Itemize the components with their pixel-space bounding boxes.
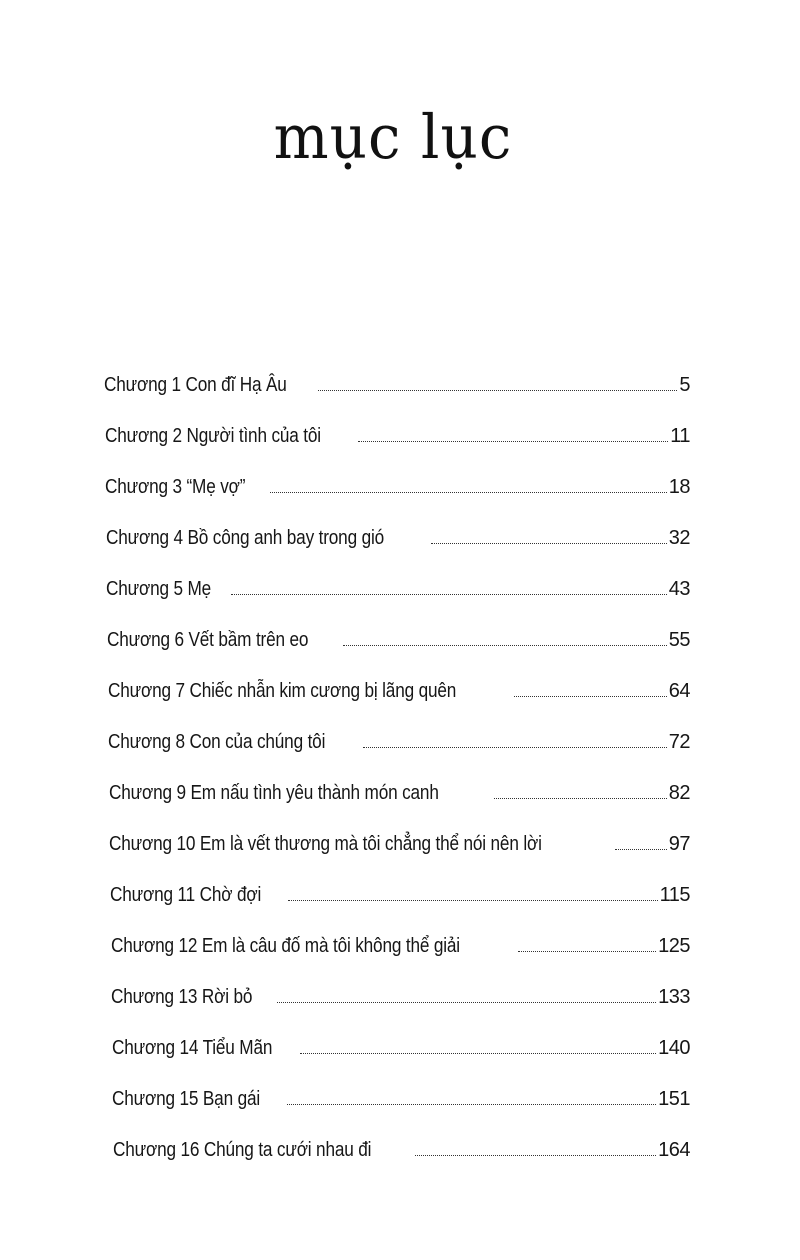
toc-entry-2 — [104, 397, 690, 448]
toc-entry-title: Chương 2 Người tình của tôi — [104, 425, 321, 447]
toc-entry-page: 5 — [679, 374, 690, 396]
toc-entry-title: Chương 10 Em là vết thương mà tôi chẳng thể nói nên lời — [109, 833, 543, 855]
toc-entry-title: Chương 6 Vết bầm trên eo — [107, 629, 309, 651]
toc-leader-dots — [494, 798, 667, 799]
toc-leader-dots — [231, 594, 667, 595]
toc-entry-title: Chương 16 Chúng ta cưới nhau đi — [113, 1139, 372, 1161]
toc-entry-page: 151 — [658, 1088, 690, 1110]
toc-entry-page: 115 — [659, 884, 690, 906]
toc-entry-title: Chương 8 Con của chúng tôi — [108, 731, 326, 753]
toc-entry-11 — [104, 856, 690, 907]
toc-entry-page: 18 — [668, 476, 690, 498]
toc-entry-title: Chương 4 Bồ công anh bay trong gió — [105, 527, 384, 549]
toc-entry-title: Chương 5 Mẹ — [106, 578, 212, 600]
toc-entry-page: 72 — [668, 731, 690, 753]
toc-entry-page: 125 — [658, 935, 690, 957]
toc-leader-dots — [514, 696, 666, 697]
toc-entry-page: 43 — [668, 578, 690, 600]
toc-entry-9 — [104, 754, 690, 805]
toc-leader-dots — [431, 543, 667, 544]
toc-entry-1 — [104, 346, 690, 397]
toc-entry-5 — [104, 550, 690, 601]
toc-entry-title: Chương 15 Bạn gái — [112, 1088, 261, 1110]
toc-entry-page: 97 — [668, 833, 690, 855]
toc-leader-dots — [270, 492, 666, 493]
toc-entry-13 — [104, 958, 690, 1009]
toc-leader-dots — [363, 747, 667, 748]
toc-leader-dots — [343, 645, 667, 646]
toc-entry-6 — [104, 601, 690, 652]
toc-entry-8 — [104, 703, 690, 754]
toc-leader-dots — [318, 390, 677, 391]
toc-entry-page: 82 — [668, 782, 690, 804]
toc-leader-dots — [615, 849, 667, 850]
toc-entry-title: Chương 9 Em nấu tình yêu thành món canh — [108, 782, 439, 804]
toc-entry-page: 32 — [668, 527, 690, 549]
page-title: mục lục — [273, 101, 513, 173]
toc-entry-3 — [104, 448, 690, 499]
toc-entry-page: 55 — [668, 629, 690, 651]
toc-entry-4 — [104, 499, 690, 550]
toc-entry-15 — [104, 1060, 690, 1111]
toc-entry-10 — [104, 805, 690, 856]
toc-leader-dots — [358, 441, 669, 442]
toc-leader-dots — [288, 900, 658, 901]
toc-entry-page: 140 — [658, 1037, 690, 1059]
toc-entry-page: 164 — [658, 1139, 690, 1161]
toc-entry-title: Chương 3 “Mẹ vợ” — [105, 476, 246, 498]
toc-leader-dots — [300, 1053, 656, 1054]
toc-leader-dots — [287, 1104, 657, 1105]
toc-entry-title: Chương 14 Tiểu Mãn — [111, 1037, 273, 1059]
toc-entry-7 — [104, 652, 690, 703]
toc-entry-16 — [104, 1111, 690, 1162]
toc-entry-14 — [104, 1009, 690, 1060]
toc-entry-title: Chương 11 Chờ đợi — [110, 884, 262, 906]
toc-leader-dots — [277, 1002, 656, 1003]
toc-entry-title: Chương 1 Con đĩ Hạ Âu — [104, 374, 287, 396]
toc-leader-dots — [415, 1155, 656, 1156]
toc-entry-title: Chương 12 Em là câu đố mà tôi không thể giải — [110, 935, 460, 957]
toc-leader-dots — [518, 951, 656, 952]
toc-entry-page: 64 — [668, 680, 690, 702]
toc-entry-title: Chương 13 Rời bỏ — [111, 986, 253, 1008]
toc-entry-page: 11 — [670, 425, 690, 447]
toc-entry-page: 133 — [658, 986, 690, 1008]
table-of-contents — [104, 346, 690, 1162]
toc-entry-title: Chương 7 Chiếc nhẫn kim cương bị lãng quên — [107, 680, 456, 702]
toc-entry-12 — [104, 907, 690, 958]
